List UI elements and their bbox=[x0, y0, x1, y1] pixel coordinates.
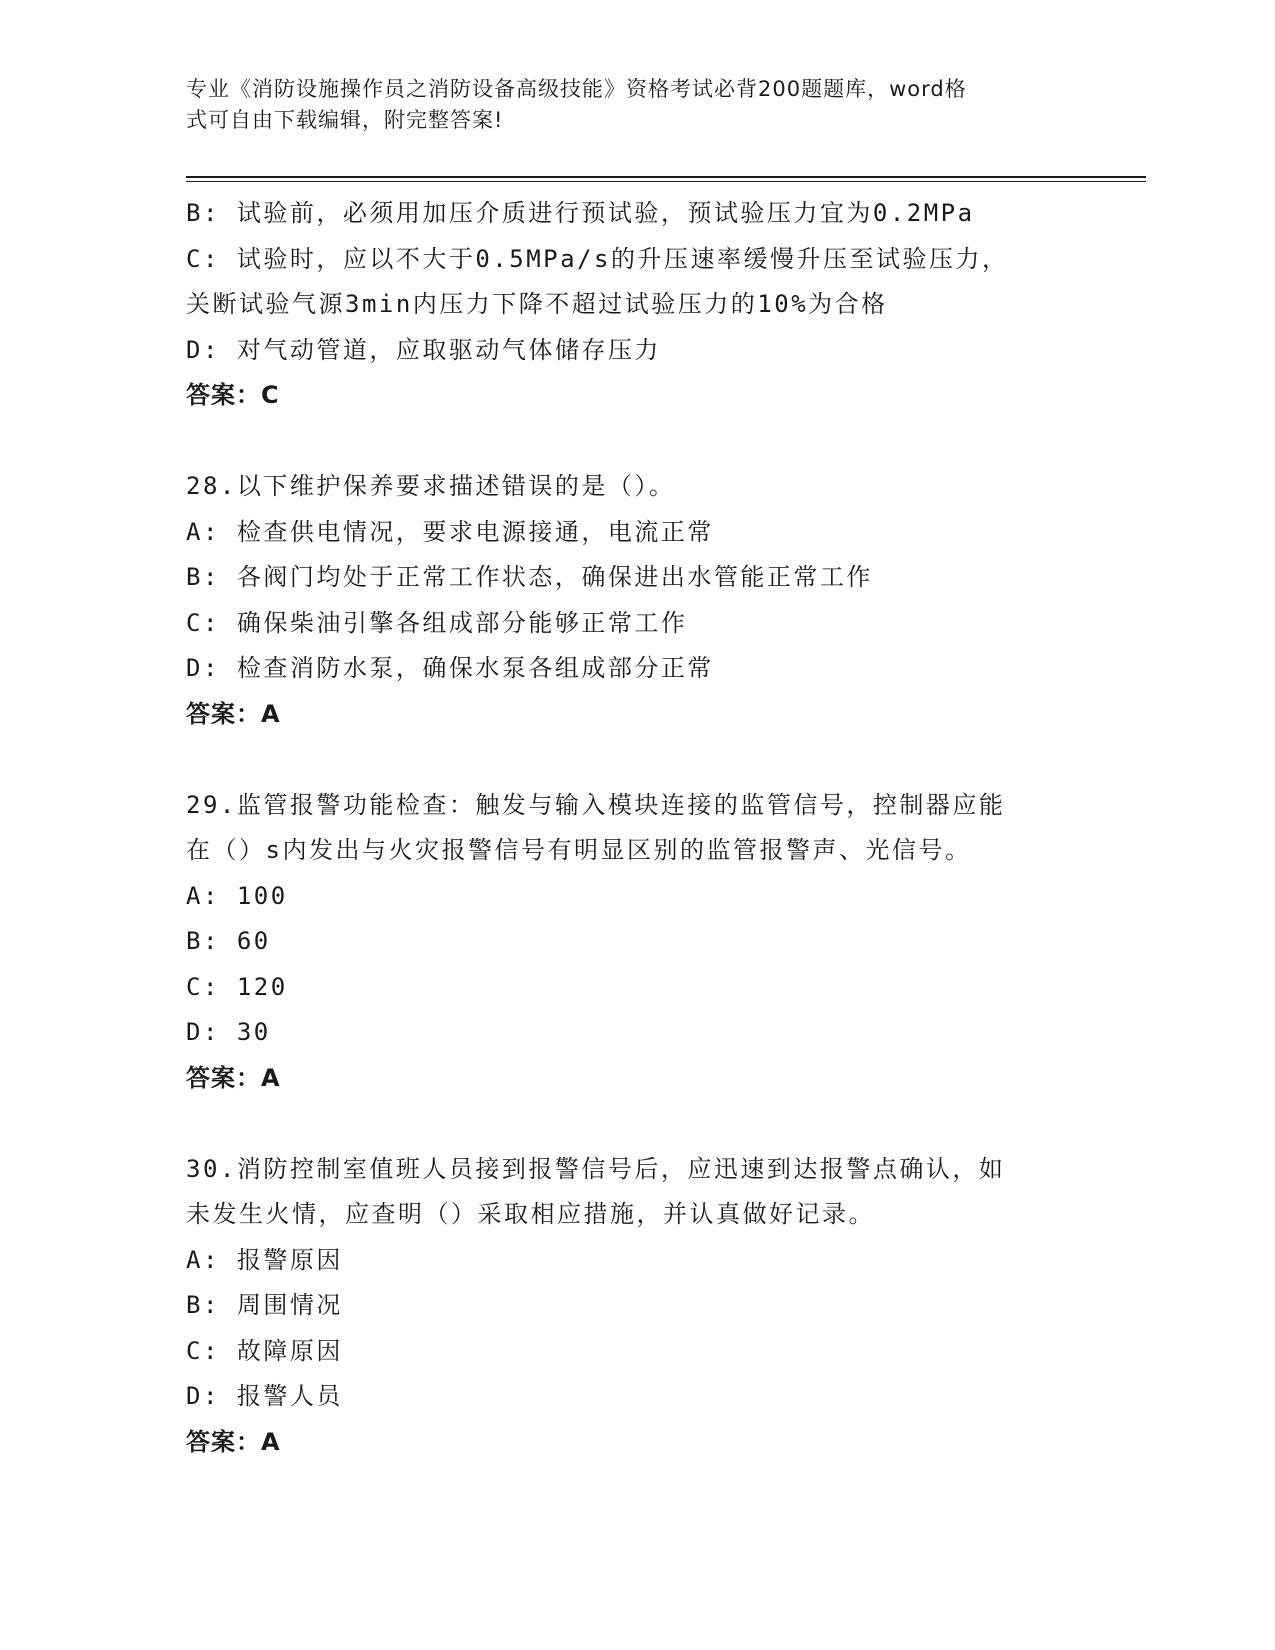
question-stem-line-1: 30.消防控制室值班人员接到报警信号后，应迅速到达报警点确认，如 bbox=[186, 1154, 1006, 1183]
option-d: D: 30 bbox=[186, 1018, 271, 1046]
option-a: A: 检查供电情况，要求电源接通，电流正常 bbox=[186, 517, 714, 546]
question-29 bbox=[186, 783, 1086, 1102]
question-content bbox=[186, 191, 1086, 1465]
spacer bbox=[186, 1101, 1086, 1147]
answer: 答案：A bbox=[186, 699, 281, 728]
option-c-line-1: C: 试验时，应以不大于0.5MPa/s的升压速率缓慢升压至试验压力， bbox=[186, 244, 1009, 273]
option-b: B: 60 bbox=[186, 927, 271, 955]
option-b: B: 试验前，必须用加压介质进行预试验，预试验压力宜为0.2MPa bbox=[186, 199, 975, 227]
option-c: C: 120 bbox=[186, 972, 288, 1001]
answer: 答案：C bbox=[186, 381, 280, 409]
document-header bbox=[186, 74, 1066, 136]
option-d: D: 报警人员 bbox=[186, 1382, 343, 1410]
answer: 答案：A bbox=[186, 1063, 281, 1092]
header-line-1: 专业《消防设施操作员之消防设备高级技能》资格考试必背200题题库，word格 bbox=[186, 77, 967, 101]
option-d: D: 检查消防水泵，确保水泵各组成部分正常 bbox=[186, 654, 714, 682]
question-stem-line-2: 未发生火情，应查明（）采取相应措施，并认真做好记录。 bbox=[186, 1200, 875, 1228]
question-stem: 28.以下维护保养要求描述错误的是（）。 bbox=[186, 472, 676, 500]
question-stem-line-2: 在（）s内发出与火灾报警信号有明显区别的监管报警声、光信号。 bbox=[186, 836, 972, 864]
option-c: C: 故障原因 bbox=[186, 1336, 343, 1365]
header-divider-thick bbox=[186, 176, 1146, 178]
question-28 bbox=[186, 464, 1086, 737]
question-30 bbox=[186, 1147, 1086, 1466]
spacer bbox=[186, 737, 1086, 783]
option-d: D: 对气动管道，应取驱动气体储存压力 bbox=[186, 335, 661, 364]
option-b: B: 各阀门均处于正常工作状态，确保进出水管能正常工作 bbox=[186, 563, 873, 591]
header-line-2: 式可自由下载编辑，附完整答案! bbox=[186, 108, 504, 132]
question-27-tail bbox=[186, 191, 1086, 419]
option-b: B: 周围情况 bbox=[186, 1291, 343, 1319]
option-a: A: 100 bbox=[186, 881, 288, 910]
option-a: A: 报警原因 bbox=[186, 1245, 343, 1274]
header-divider-thin bbox=[186, 181, 1146, 182]
question-stem-line-1: 29.监管报警功能检查：触发与输入模块连接的监管信号，控制器应能 bbox=[186, 790, 1006, 819]
answer: 答案：A bbox=[186, 1427, 281, 1456]
option-c-line-2: 关断试验气源3min内压力下降不超过试验压力的10%为合格 bbox=[186, 290, 888, 318]
spacer bbox=[186, 419, 1086, 465]
option-c: C: 确保柴油引擎各组成部分能够正常工作 bbox=[186, 608, 688, 637]
